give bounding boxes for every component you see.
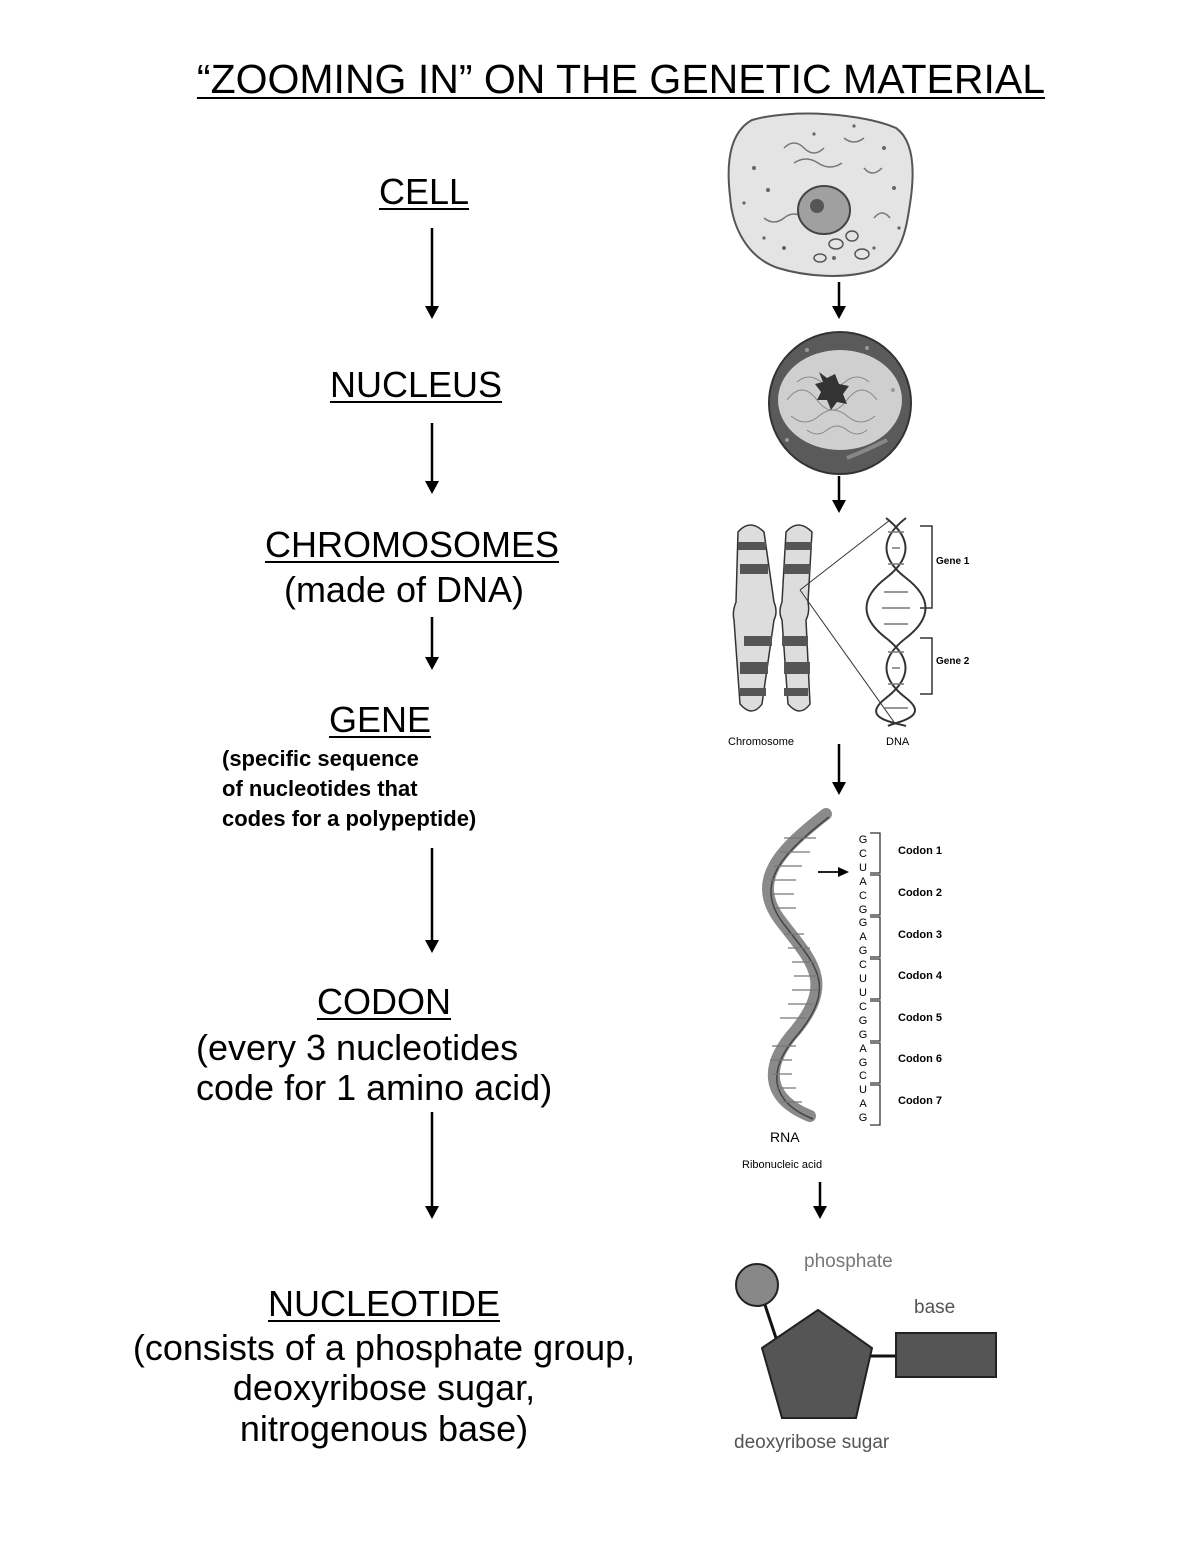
chromosome-label: Chromosome xyxy=(728,736,795,748)
arrow-chromosomes-to-gene xyxy=(420,617,444,671)
codon-brackets xyxy=(868,832,884,1128)
arrow-nucleus-to-chromosomes xyxy=(420,423,444,495)
base-letter: A xyxy=(859,1042,867,1055)
codon-label: Codon 2 xyxy=(898,887,942,899)
arrow-nucleus-image-to-chromosome-image xyxy=(827,476,851,514)
base-letter: G xyxy=(858,1112,868,1125)
codon-label: Codon 6 xyxy=(898,1053,942,1065)
nucleus-illustration xyxy=(767,330,913,476)
phosphate-label: phosphate xyxy=(804,1251,893,1272)
base-letter: C xyxy=(859,847,867,860)
base-letter: G xyxy=(858,1056,868,1069)
sugar-label: deoxyribose sugar xyxy=(734,1432,890,1453)
base-letter: C xyxy=(859,889,867,902)
base-letter: C xyxy=(859,1070,867,1083)
codon-label: Codon 5 xyxy=(898,1012,942,1024)
cell-illustration xyxy=(724,108,920,280)
level-nucleotide-label: NUCLEOTIDE xyxy=(267,1283,501,1324)
base-letter: C xyxy=(859,1000,867,1013)
base-letter: G xyxy=(858,903,868,916)
rna-sublabel: Ribonucleic acid xyxy=(742,1159,823,1171)
arrow-codon-to-nucleotide xyxy=(420,1112,444,1220)
codon-label: Codon 3 xyxy=(898,929,942,941)
base-letter: U xyxy=(859,1084,867,1097)
base-letter: U xyxy=(859,861,867,874)
level-chromosomes-note: (made of DNA) xyxy=(283,569,525,610)
page-title: “ZOOMING IN” ON THE GENETIC MATERIAL xyxy=(196,56,1046,102)
base-letter: G xyxy=(858,834,868,846)
codon-label: Codon 4 xyxy=(898,970,942,982)
arrow-gene-to-codon xyxy=(420,848,444,954)
codon-label: Codon 1 xyxy=(898,845,942,857)
level-chromosomes-label: CHROMOSOMES xyxy=(264,524,559,565)
base-letter: G xyxy=(858,917,868,930)
gene-2-label: Gene 2 xyxy=(936,656,970,667)
sugar-shape xyxy=(762,1310,872,1418)
base-letter: G xyxy=(858,945,868,958)
codon-label: Codon 7 xyxy=(898,1095,942,1107)
arrow-chromosome-image-to-rna-image xyxy=(827,744,851,796)
base-letter: G xyxy=(858,1028,868,1041)
base-letter: A xyxy=(859,1098,867,1111)
arrow-rna-image-to-nucleotide-image xyxy=(808,1182,832,1220)
level-nucleotide-note: (consists of a phosphate group, deoxyribose sugar, nitrogenous base) xyxy=(132,1327,636,1449)
gene-1-label: Gene 1 xyxy=(936,556,970,567)
rna-helix-illustration xyxy=(740,810,850,1130)
arrow-cell-image-to-nucleus-image xyxy=(827,282,851,320)
arrow-rna-to-sequence xyxy=(818,864,850,880)
level-gene-note: (specific sequence of nucleotides that codes for a polypeptide) xyxy=(222,746,477,831)
base-shape xyxy=(896,1333,996,1377)
chromosome-dna-illustration xyxy=(722,512,982,752)
base-letter: A xyxy=(859,875,867,888)
level-cell-label: CELL xyxy=(378,171,470,212)
base-letter: U xyxy=(859,986,867,999)
base-letter: U xyxy=(859,973,867,986)
phosphate-shape xyxy=(736,1264,778,1306)
level-codon-label: CODON xyxy=(317,981,451,1022)
base-letter: G xyxy=(858,1014,868,1027)
level-codon-note: (every 3 nucleotides code for 1 amino acid) xyxy=(196,1027,553,1109)
base-label: base xyxy=(914,1297,956,1318)
level-gene-label: GENE xyxy=(328,699,432,740)
arrow-cell-to-nucleus xyxy=(420,228,444,320)
dna-label: DNA xyxy=(886,736,910,748)
base-letter: C xyxy=(859,959,867,972)
base-letter: A xyxy=(859,931,867,944)
nucleotide-illustration xyxy=(730,1258,1002,1426)
rna-label: RNA xyxy=(770,1129,800,1145)
level-nucleus-label: NUCLEUS xyxy=(329,364,503,405)
